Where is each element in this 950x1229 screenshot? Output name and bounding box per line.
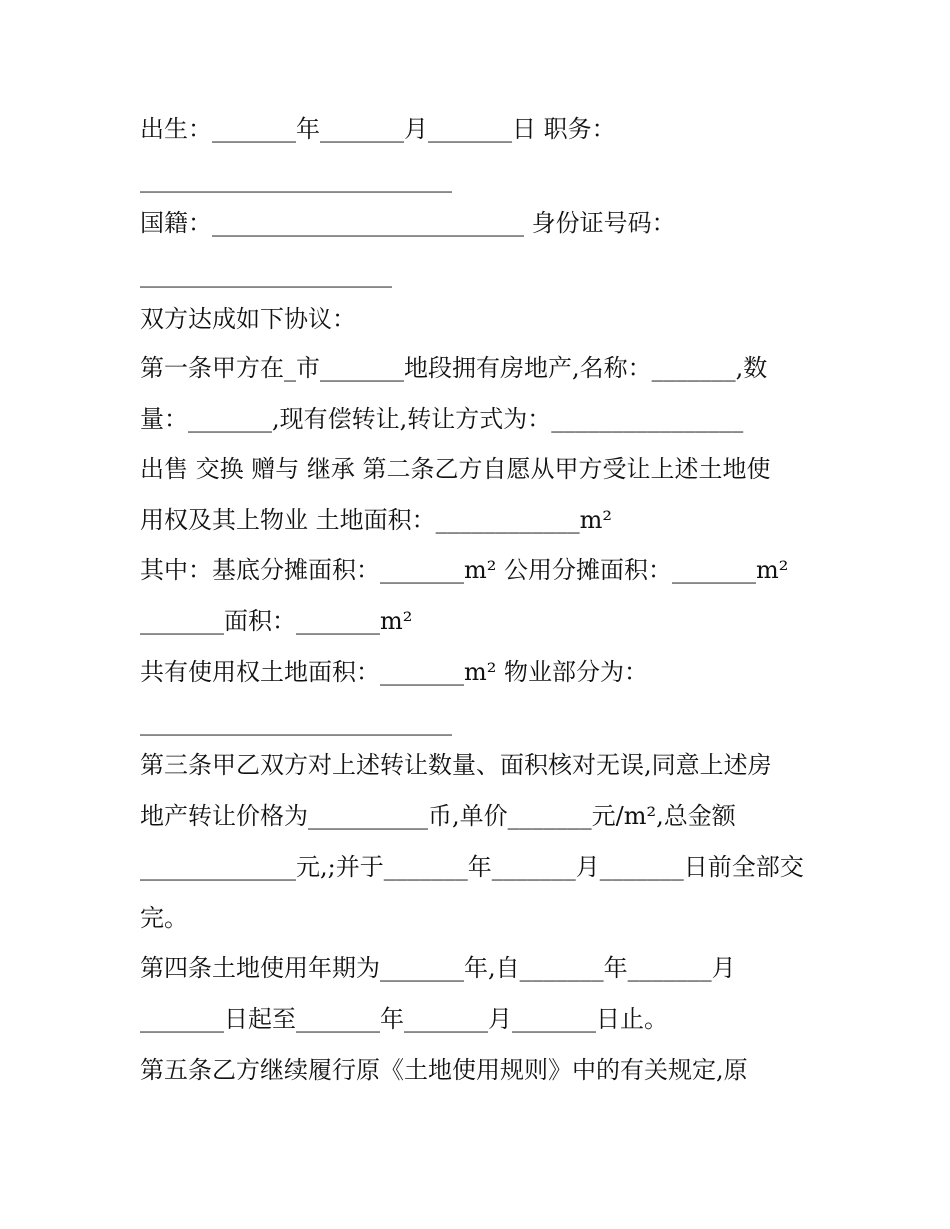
text-line-area-other: _______面积：_______m² bbox=[140, 607, 413, 635]
text-line-article-2-b: 用权及其上物业 土地面积：____________m² bbox=[140, 506, 613, 534]
text-line-agreement-intro: 双方达成如下协议： bbox=[140, 305, 356, 333]
text-line-article-3-a: 第三条甲乙双方对上述转让数量、面积核对无误,同意上述房 bbox=[140, 751, 772, 779]
text-line-article-3-d: 完。 bbox=[140, 904, 188, 932]
text-line-article-3-c: _____________元,;并于_______年_______月_______日前全部交 bbox=[140, 853, 804, 881]
text-line-article-5: 第五条乙方继续履行原《土地使用规则》中的有关规定,原 bbox=[140, 1056, 748, 1084]
text-line-area-details: 其中：基底分摊面积：_______m² 公用分摊面积：_______m² bbox=[140, 556, 789, 584]
text-line-position-blank: __________________________ bbox=[140, 165, 452, 193]
text-line-article-4-b: _______日起至_______年_______月_______日止。 bbox=[140, 1005, 668, 1033]
text-line-article-1-b: 量：_______,现有偿转让,转让方式为：________________ bbox=[140, 405, 744, 433]
text-line-birth-position: 出生：_______年_______月_______日 职务： bbox=[140, 115, 616, 143]
text-line-nationality-id: 国籍：__________________________ 身份证号码： bbox=[140, 209, 676, 237]
text-line-article-1-a: 第一条甲方在_市_______地段拥有房地产,名称：_______,数 bbox=[140, 354, 768, 382]
text-line-id-blank: _____________________ bbox=[140, 260, 392, 288]
text-line-shared-land-area: 共有使用权土地面积：_______m² 物业部分为： bbox=[140, 658, 649, 686]
text-line-article-3-b: 地产转让价格为__________币,单价_______元/m²,总金额 bbox=[140, 802, 736, 830]
text-line-property-blank: __________________________ bbox=[140, 708, 452, 736]
text-line-article-2-a: 出售 交换 赠与 继承 第二条乙方自愿从甲方受让上述土地使 bbox=[140, 455, 771, 483]
text-line-article-4-a: 第四条土地使用年期为_______年,自_______年_______月 bbox=[140, 954, 736, 982]
